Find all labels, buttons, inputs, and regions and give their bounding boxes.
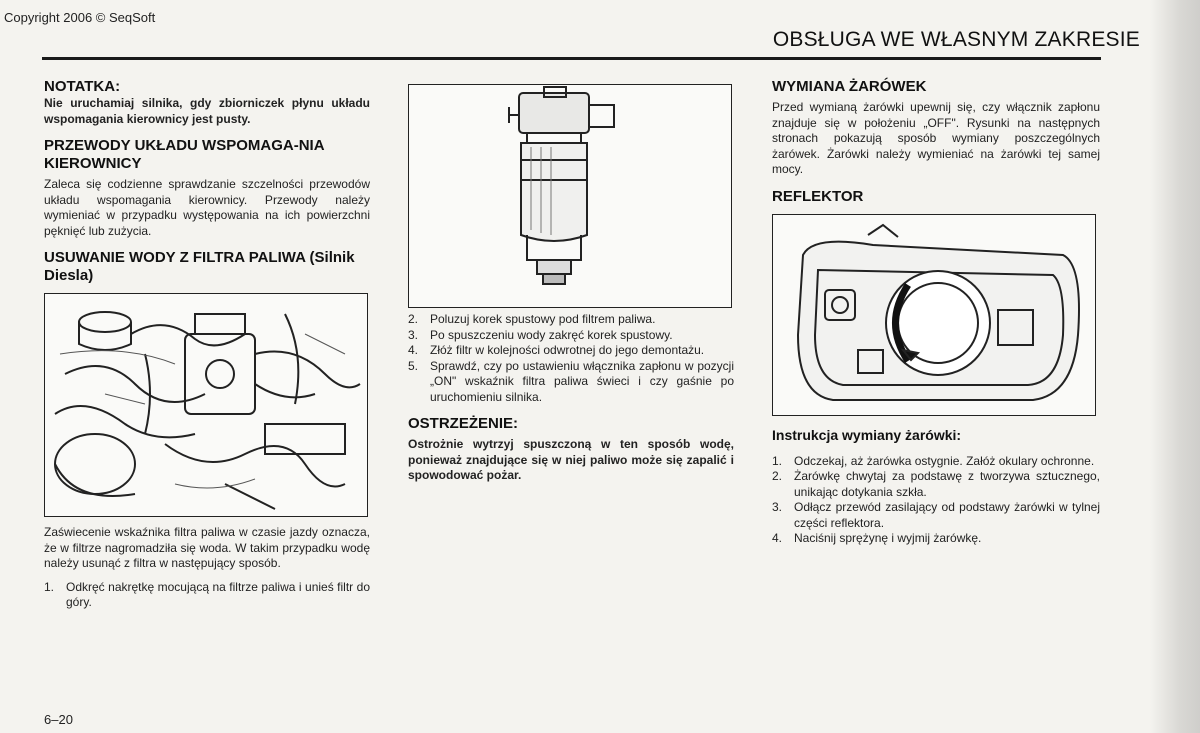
list-item: 4. Złóż filtr w kolejności odwrotnej do jego demontażu. [408, 343, 705, 357]
page-number: 6–20 [44, 712, 73, 727]
note-heading: NOTATKA: [44, 78, 121, 95]
list-item: 4. Naciśnij sprężynę i wyjmij żarówkę. [772, 531, 982, 545]
header-divider [42, 57, 1101, 60]
column-left [44, 78, 370, 611]
water-removal-heading: USUWANIE WODY Z FILTRA PALIWA (Silnik Diesla) [44, 249, 355, 284]
water-removal-text: Zaświecenie wskaźnika filtra paliwa w czasie jazdy oznacza, że w filtrze nagromadziła się woda. W takim przypadku wodę należy usunąć z filtra w następujący sposób. [44, 525, 370, 570]
column-middle [408, 84, 734, 484]
list-item: 1. Odczekaj, aż żarówka ostygnie. Załóż okulary ochronne. [772, 453, 1095, 468]
warning-text: Ostrożnie wytrzyj spuszczoną w ten sposób wodę, ponieważ znajdujące się w niej paliwo może się zapalić i spowodować pożar. [408, 437, 734, 482]
list-item: 2. Żarówkę chwytaj za podstawę z tworzywa sztucznego, unikając dotykania szkła. [772, 469, 1100, 499]
page-edge-shadow [1150, 0, 1200, 733]
bulbs-heading: WYMIANA ŻARÓWEK [772, 78, 927, 95]
note-text: Nie uruchamiaj silnika, gdy zbiorniczek płynu układu wspomagania kierownicy jest pusty. [44, 96, 370, 126]
hoses-text: Zaleca się codzienne sprawdzanie szczelności przewodów układu wspomagania kierownicy. Przewody należy wymieniać w przypadku występowania na ich powierzchni pęknięć lub zużycia. [44, 177, 370, 238]
drain-steps [408, 312, 734, 405]
bulbs-text: Przed wymianą żarówki upewnij się, czy włącznik zapłonu znajduje się w położeniu „OFF". Rysunki na następnych stronach pokazują sposób wymiany poszczególnych żarówek. Żarówki należy wymieniać na żarówki tej samej mocy. [772, 100, 1100, 176]
list-item: 3. Odłącz przewód zasilający od podstawy żarówki w tylnej części reflektora. [772, 500, 1100, 530]
page-title: OBSŁUGA WE WŁASNYM ZAKRESIE [772, 28, 1140, 51]
list-item: 2. Poluzuj korek spustowy pod filtrem paliwa. [408, 312, 656, 326]
reflector-heading: REFLEKTOR [772, 187, 864, 205]
copyright-notice: Copyright 2006 © SeqSoft [4, 10, 156, 25]
list-item: 3. Po spuszczeniu wody zakręć korek spustowy. [408, 327, 673, 342]
water-removal-steps [44, 580, 370, 611]
column-right [772, 78, 1100, 547]
headlamp-illustration [772, 214, 1096, 416]
bulb-replacement-steps [772, 454, 1100, 547]
instruction-heading: Instrukcja wymiany żarówki: [772, 426, 962, 443]
list-item: 5. Sprawdź, czy po ustawieniu włącznika zapłonu w pozycji „ON" wskaźnik filtra paliwa świeci i czy gaśnie po uruchomieniu silnika. [408, 358, 734, 404]
list-item: 1. Odkręć nakrętkę mocującą na filtrze paliwa i unieś filtr do góry. [44, 579, 370, 609]
hoses-heading: PRZEWODY UKŁADU WSPOMAGA-NIA KIEROWNICY [44, 137, 324, 172]
fuel-filter-illustration [408, 84, 732, 308]
warning-heading: OSTRZEŻENIE: [408, 415, 519, 432]
engine-bay-illustration [44, 293, 368, 517]
